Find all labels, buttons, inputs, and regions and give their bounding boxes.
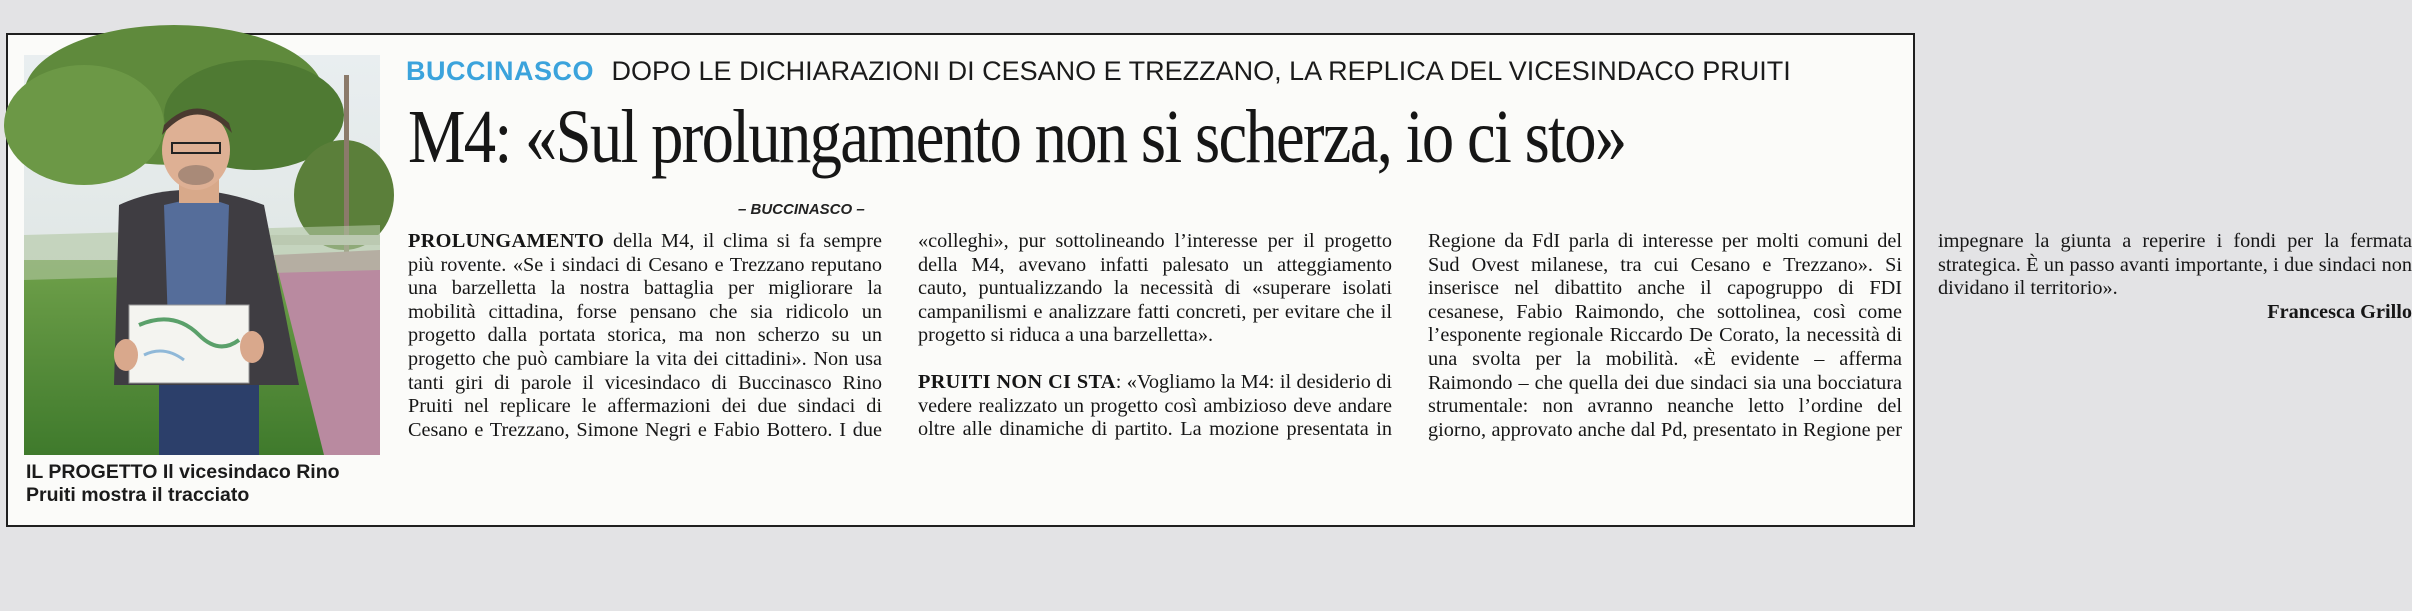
headline-kicker [406, 53, 1906, 89]
kicker-text: DOPO LE DICHIARAZIONI DI CESANO E TREZZANO, LA REPLICA DEL VICESINDACO PRUITI [611, 56, 1791, 86]
headline: M4: «Sul prolungamento non si scherza, io ci sto» [408, 95, 1626, 179]
article-photo [24, 55, 380, 455]
caption-text: Il vicesindaco Rino Pruiti mostra il tracciato [26, 461, 340, 506]
photo-caption [26, 461, 356, 507]
paragraph-2-lead: PRUITI NON CI STA [918, 370, 1116, 393]
section-label: BUCCINASCO [406, 56, 595, 86]
paragraph-1-text: della M4, il clima si fa sempre più rovente. «Se i sindaci di Cesano e Trezzano reputano una barzelletta la nostra battaglia per migliorare la mobilità cittadina, forse pensano che sia ridicolo un progetto dalla portata storica, ma non scherzo su un progetto che può cambiare la vita dei cittadini». Non usa tanti giri di parole il vicesindaco di Buccinasco Rino Pruiti nel replicare le affermazioni dei due sindaci di Cesano e Trezzano, Simone Negri e Fabio Bottero. I due «colleghi», pur sottolineando l’interesse per il progetto della M4, avevano infatti palesato un atteggiamento cauto, puntualizzando la necessità di «superare isolati campanilismi e analizzare fatti concreti, per evitare che il progetto si riduca a una barzelletta». [408, 230, 1392, 441]
dateline: – BUCCINASCO – [738, 201, 865, 218]
paragraph-2-text: : «Vogliamo la M4: il desiderio di vedere realizzato un progetto così ambizioso deve andare oltre alle dinamiche di partito. La mozione presentata in Regione da FdI parla di interesse per molti comuni del Sud Ovest milanese, tra cui Cesano e Trezzano». Si inserisce nel dibattito anche il capogruppo di FDI cesanese, Fabio Raimondo, che sottolinea, così come l’esponente regionale Riccardo De Corato, la necessità di una svolta per la mobilità. «È evidente – afferma Raimondo – che quella dei due sindaci sia una bocciatura strumentale: non avranno neanche letto l’ordine del giorno, approvato anche dal Pd, presentato in Regione per impegnare la giunta a reperire i fondi per la fermata strategica. È un passo avanti importante, i due sindaci non dividano il territorio». [918, 230, 2412, 441]
article-column-1 [408, 230, 2412, 452]
photo-vicesindaco [24, 55, 380, 455]
byline: Francesca Grillo [2267, 300, 2412, 323]
newspaper-clipping [6, 33, 2412, 527]
caption-kicker: IL PROGETTO [26, 461, 158, 483]
paragraph-1-lead: PROLUNGAMENTO [408, 230, 605, 252]
